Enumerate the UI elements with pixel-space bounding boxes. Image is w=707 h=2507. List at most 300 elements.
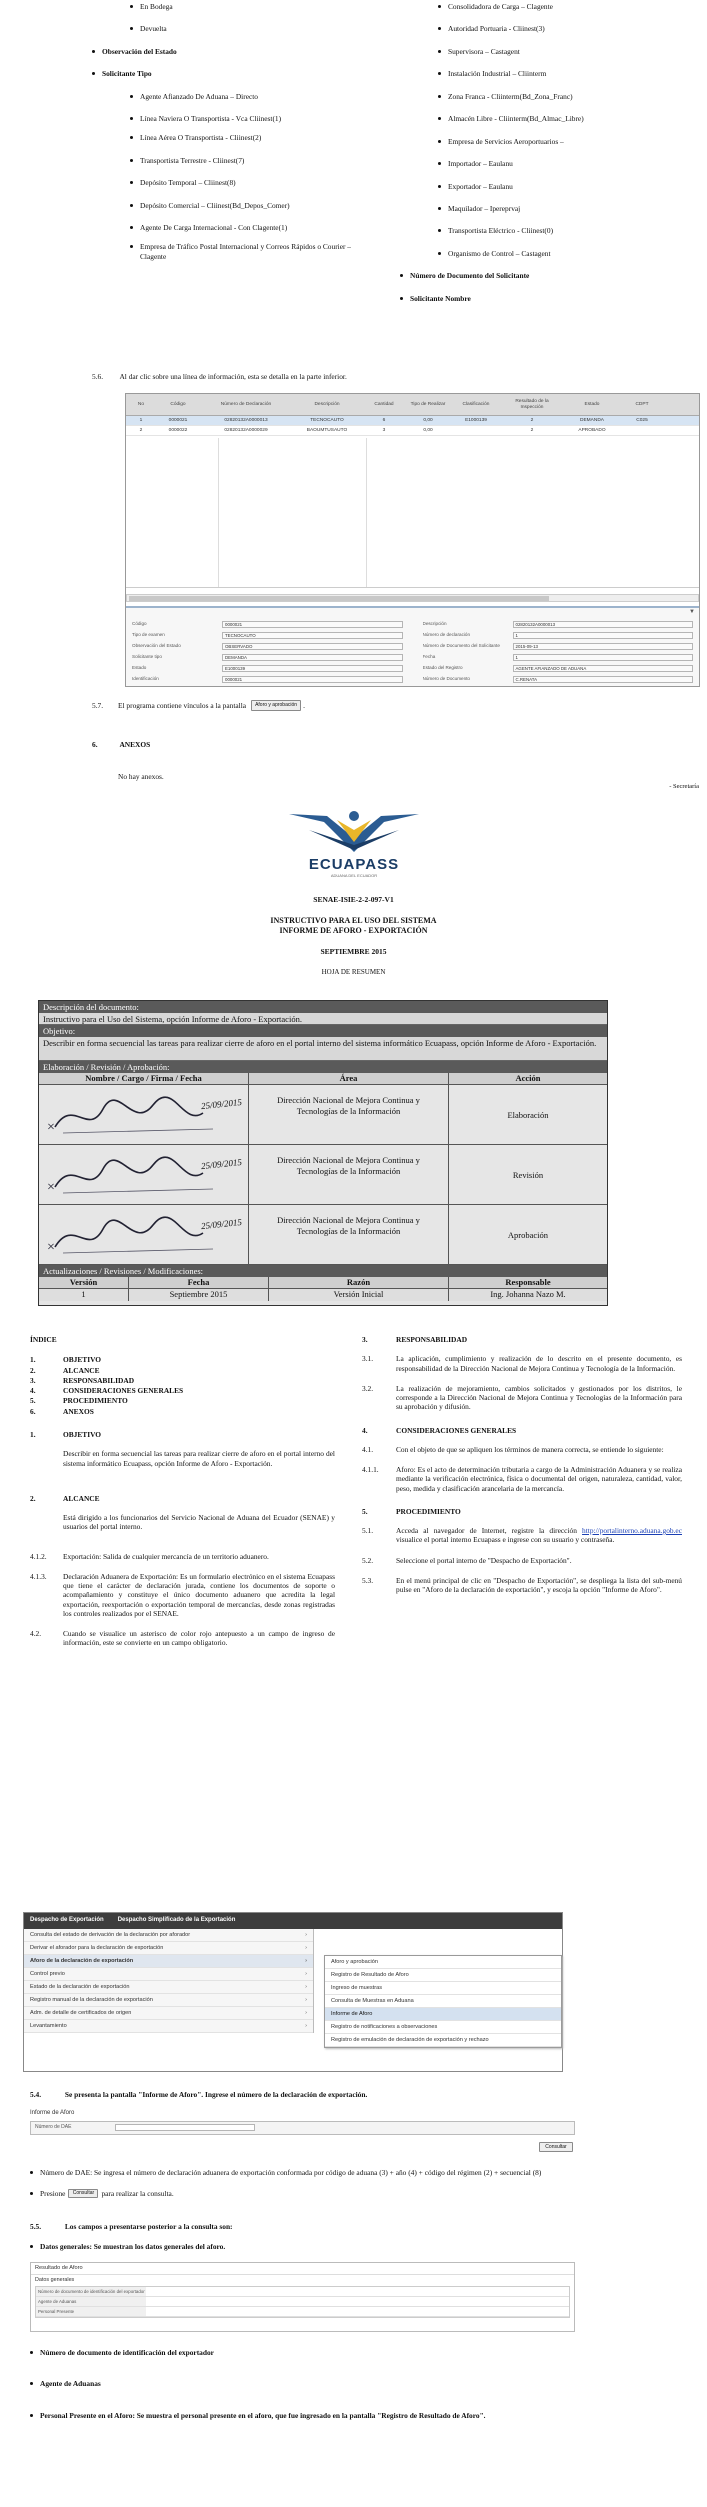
- list-item: Maquilador – Ipereprvaj: [438, 204, 700, 213]
- para-text: Declaración Aduanera de Exportación: Es un formulario electrónico en el sistema Ecuapass que tiene el carácter de declaración jurada, contiene los documentos de soporte o acompañamiento y constituye el único documento aduanero que acredita la legal exportación, reexportación o exportación temporal de mercancías, desde zonas registradas los controles realizados por el SENAE.: [63, 1571, 335, 1618]
- signature-date: 25/09/2015: [200, 1216, 243, 1232]
- indice-label: ANEXOS: [63, 1406, 94, 1416]
- procedimiento-heading: [362, 1507, 682, 1516]
- submenu-label: Registro manual de la declaración de exportación: [30, 1997, 153, 2003]
- indice-number: 1.: [30, 1355, 36, 1365]
- submenu-option[interactable]: Registro de emulación de declaración de exportación y rechazo: [325, 2034, 561, 2047]
- top-list-right: [400, 2, 700, 316]
- mod-responsable: Ing. Johanna Nazo M.: [490, 1289, 566, 1299]
- menu-screenshot: [23, 1912, 563, 2072]
- indice-item[interactable]: [30, 1366, 330, 1375]
- bullet-datos: [30, 2242, 670, 2251]
- submenu-label: Levantamiento: [30, 2023, 67, 2029]
- grid-cell: 3: [382, 427, 386, 433]
- list-item: Organismo de Control – Castagent: [438, 249, 700, 258]
- detail-value[interactable]: 02820132A0000013: [513, 621, 694, 628]
- form2-field[interactable]: [146, 2298, 569, 2305]
- objetivo-heading: [30, 1430, 335, 1439]
- step-text: Se presenta la pantalla "Informe de Aforo". Ingrese el número de la declaración de exportación.: [64, 2090, 368, 2099]
- submenu-item[interactable]: [24, 2020, 313, 2033]
- detail-label: Descripción: [422, 621, 447, 627]
- col-accion: Acción: [515, 1073, 541, 1083]
- detail-field: [132, 631, 403, 639]
- para-3-2: [362, 1384, 682, 1412]
- form2-field[interactable]: [146, 2288, 569, 2295]
- top-list-left: [92, 2, 352, 271]
- detail-value[interactable]: DEMANDA: [222, 654, 403, 661]
- detail-panel: [126, 606, 699, 686]
- submenu-item[interactable]: [24, 1955, 313, 1968]
- signature-cell: [39, 1085, 249, 1144]
- detail-value[interactable]: 0000021: [222, 621, 403, 628]
- portal-link[interactable]: http://portalinterno.aduana.gob.ec: [582, 1526, 682, 1535]
- logo-tagline: ADUANA DEL ECUADOR: [330, 873, 378, 879]
- detail-label: Código: [132, 621, 147, 627]
- submenu-label: Derivar el aforador para la declaración de exportación: [30, 1945, 164, 1951]
- detail-arrow: ▼: [689, 609, 695, 615]
- list-item: En Bodega: [130, 2, 352, 11]
- grid-screenshot: [125, 393, 700, 687]
- indice-label: RESPONSABILIDAD: [63, 1375, 135, 1385]
- submenu-item[interactable]: [24, 1929, 313, 1942]
- indice-item[interactable]: [30, 1396, 330, 1405]
- doc-title-2: INFORME DE AFORO - EXPORTACIÓN: [279, 926, 428, 936]
- form2-row: [36, 2307, 569, 2317]
- chevron-right-icon: ›: [305, 2023, 307, 2029]
- bullet-text: Número de documento de identificación del exportador: [40, 2348, 214, 2357]
- grid-row[interactable]: [126, 416, 699, 426]
- detail-label: Solicitante tipo: [132, 654, 162, 660]
- elab-cols: [39, 1073, 607, 1085]
- menu-bar: [24, 1913, 562, 1929]
- ecuapass-logo: [269, 800, 439, 880]
- resumen-table: [38, 1000, 608, 1306]
- obj-heading: Objetivo:: [39, 1025, 607, 1037]
- para-text: Cuando se visualice un asterisco de color rojo antepuesto a un campo de ingreso de información, este se convierte en un campo obligatorio.: [63, 1629, 335, 1648]
- submenu-option[interactable]: Registro de Resultado de Aforo: [325, 1969, 561, 1982]
- grid-column-header[interactable]: Tipo de Realizar: [410, 401, 446, 407]
- elab-heading: Elaboración / Revisión / Aprobación:: [39, 1061, 607, 1073]
- signature-date: 25/09/2015: [200, 1156, 243, 1172]
- objetivo-text: Describir en forma secuencial las tareas para realizar cierre de aforo en el portal interno del sistema informático Ecuapass, opción Informe de Aforo - Exportación.: [63, 1449, 335, 1468]
- form2-label: Personal Presente: [36, 2307, 146, 2316]
- detail-value[interactable]: TECNOCAUTO: [222, 632, 403, 639]
- area-cell: Dirección Nacional de Mejora Continua y Tecnologías de la Información: [249, 1145, 449, 1204]
- step-number: 5.5.: [30, 2222, 42, 2231]
- form-section: Datos generales: [35, 2276, 75, 2283]
- detail-value[interactable]: OBSERVADO: [222, 643, 403, 650]
- bullet-text: para realizar la consulta.: [101, 2189, 174, 2199]
- para-4-1-3: [30, 1572, 335, 1618]
- list-item: Transportista Eléctrico - Cliinest(0): [438, 226, 700, 235]
- bullet-text: Personal Presente en el Aforo: Se muestra el personal presente en el aforo, que fue ingresado en la pantalla "Registro de Resultado de Aforo".: [40, 2410, 486, 2420]
- accion-cell: Elaboración: [507, 1110, 549, 1120]
- col-responsable: Responsable: [505, 1277, 551, 1287]
- section-title: PROCEDIMIENTO: [396, 1506, 461, 1516]
- list-item: Línea Naviera O Transportista - Vca Cliinest(1): [130, 114, 352, 123]
- doc-summary: HOJA DE RESUMEN: [321, 967, 386, 976]
- para-number: 4.1.: [362, 1444, 374, 1454]
- obj-text: Describir en forma secuencial las tareas para realizar cierre de aforo en el portal interno del sistema informático Ecuapass, opción Informe de Aforo - Exportación.: [39, 1037, 607, 1061]
- svg-text:×: ×: [47, 1240, 55, 1255]
- anexos-text: No hay anexos.: [118, 772, 164, 781]
- grid-column-header[interactable]: Resultado de la Inspección: [515, 398, 549, 410]
- grid-row[interactable]: [126, 426, 699, 436]
- indice-number: 5.: [30, 1396, 36, 1406]
- svg-text:×: ×: [47, 1120, 55, 1135]
- grid-cell: DEMANDA: [580, 417, 604, 423]
- submenu-option[interactable]: Informe de Aforo: [325, 2008, 561, 2021]
- col-name: Nombre / Cargo / Firma / Fecha: [39, 1073, 249, 1084]
- submenu-option[interactable]: Ingreso de muestras: [325, 1982, 561, 1995]
- bullet-item: [30, 2379, 680, 2388]
- signature-icon: [43, 1087, 243, 1143]
- step-text: El programa contiene vínculos a la pantalla: [118, 700, 247, 710]
- grid-cell: 02820132A0000029: [224, 427, 268, 433]
- grid-column-header[interactable]: Clasificación: [462, 401, 490, 407]
- bullet-text: Número de DAE: Se ingresa el número de declaración aduanera de exportación conformada por código de aduana (3) + año (4) + código del régimen (2) + secuencial (8): [40, 2168, 542, 2177]
- detail-value[interactable]: 1: [513, 654, 694, 661]
- submenu-options: [324, 1955, 562, 2048]
- dae-label: Número de DAE: [35, 2124, 72, 2131]
- informe-aforo-form: [30, 2110, 575, 2158]
- list-item: Exportador – Eaulanu: [438, 182, 700, 191]
- detail-label: Número de Documento del Solicitante: [422, 643, 500, 649]
- detail-label: Observación del Estado: [132, 643, 181, 649]
- left-column: [30, 1430, 335, 1648]
- chevron-right-icon: ›: [305, 1971, 307, 1977]
- para-text: La aplicación, cumplimiento y realización de lo descrito en el presente documento, es responsabilidad de la Dirección Nacional de Mejora Continua y Tecnología de la Información.: [396, 1354, 682, 1373]
- aforo-aprobacion-button[interactable]: Aforo y aprobación: [251, 700, 301, 711]
- list-item: Depósito Temporal – Cliinest(8): [130, 178, 352, 187]
- step-5-4: [30, 2090, 690, 2099]
- detail-value[interactable]: 2015-09-13: [513, 643, 694, 650]
- section-title: OBJETIVO: [63, 1430, 102, 1439]
- detail-field: [132, 664, 403, 672]
- grid-cell: 2: [530, 427, 534, 433]
- detail-field: [132, 653, 403, 661]
- grid-column-header[interactable]: Descripción: [314, 401, 340, 407]
- detail-label: Estado: [132, 665, 147, 671]
- list-item: Consolidadora de Carga – Clagente: [438, 2, 700, 11]
- desc-text: Instructivo para el Uso del Sistema, opción Informe de Aforo - Exportación.: [39, 1013, 607, 1025]
- area-cell: Dirección Nacional de Mejora Continua y Tecnologías de la Información: [249, 1085, 449, 1144]
- indice-number: 4.: [30, 1386, 36, 1395]
- section-number: 2.: [30, 1493, 36, 1503]
- section-title: RESPONSABILIDAD: [396, 1335, 468, 1344]
- grid-cell: 2: [139, 427, 143, 433]
- horizontal-scrollbar[interactable]: [126, 594, 699, 602]
- datos-bullet: [30, 2242, 670, 2251]
- section-number: 5.: [362, 1506, 368, 1516]
- section-title: ALCANCE: [63, 1493, 100, 1503]
- doc-date: SEPTIEMBRE 2015: [320, 947, 387, 957]
- elab-row: [39, 1145, 607, 1205]
- form2-rows: [35, 2286, 570, 2318]
- detail-field: [423, 642, 694, 650]
- detail-field: [423, 631, 694, 639]
- indice-label: CONSIDERACIONES GENERALES: [63, 1386, 184, 1395]
- desc-heading: Descripción del documento:: [39, 1001, 607, 1013]
- list-item: Supervisora – Castagent: [438, 47, 700, 56]
- indice-label: PROCEDIMIENTO: [63, 1396, 128, 1406]
- grid-cell: 0,00: [423, 417, 433, 423]
- detail-label: Estado del Registro: [422, 665, 463, 671]
- list-item: Número de Documento del Solicitante: [400, 271, 700, 280]
- signature-cell: [39, 1145, 249, 1204]
- para-text: Con el objeto de que se apliquen los términos de manera correcta, se entiende lo siguiente:: [396, 1444, 664, 1454]
- signature-date: 25/09/2015: [200, 1096, 243, 1112]
- indice-title: ÍNDICE: [30, 1335, 57, 1344]
- para-text: En el menú principal de clic en "Despacho de Exportación", se despliega la lista del sub-menú pulse en "Aforo de la declaración de exportación", y escoja la opción "Informe de Aforo".: [396, 1575, 682, 1594]
- menu-despacho-simplificado[interactable]: Despacho Simplificado de la Exportación: [117, 1917, 236, 1924]
- bullet-item: [30, 2411, 680, 2420]
- grid-cell: BAOUMTUSAUTO: [306, 427, 348, 433]
- para-4-1-2: [30, 1552, 335, 1561]
- para-number: 5.3.: [362, 1575, 374, 1585]
- mod-row: [39, 1289, 607, 1301]
- para-text: La realización de mejoramiento, cambios solicitados y gestionados por los distritos, le corresponde a la Dirección Nacional de Mejora Continua y Tecnologías de la Información para su aprobación y difusión.: [396, 1383, 682, 1412]
- step-5-6: [92, 372, 692, 381]
- anexos-heading: [92, 740, 150, 749]
- detail-field: [423, 620, 694, 628]
- elab-rows: [39, 1085, 607, 1265]
- grid-column-header[interactable]: Código: [170, 401, 186, 407]
- list-item: Instalación Industrial – Cliinterm: [438, 69, 700, 78]
- detail-value[interactable]: AGENTE AFIANZADO DE ADUANA: [513, 665, 694, 672]
- detail-field: [423, 653, 694, 661]
- indice-number: 2.: [30, 1365, 36, 1375]
- list-item: Depósito Comercial – Cliinest(Bd_Depos_Comer): [130, 201, 352, 210]
- doc-header: [100, 895, 607, 977]
- para-text: Aforo: Es el acto de determinación tributaria a cargo de la Administración Aduanera y se realiza mediante la verificación electrónica, física o documental del origen, naturaleza, cantidad, valor, peso, medida y clasificación arancelaria de la mercancía.: [396, 1465, 682, 1493]
- list-item: Agente De Carga Internacional - Con Clagente(1): [130, 223, 352, 232]
- consultar-button-inline[interactable]: Consultar: [68, 2189, 98, 2198]
- menu-despacho-exportacion[interactable]: Despacho de Exportación: [30, 1917, 104, 1924]
- doc-code: SENAE-ISIE-2-2-097-V1: [313, 895, 394, 904]
- mod-cols: [39, 1277, 607, 1289]
- alcance-heading: [30, 1494, 335, 1503]
- grid-cell: 6: [382, 417, 386, 423]
- grid-cell: 2: [530, 417, 534, 423]
- submenu-option[interactable]: Aforo y aprobación: [325, 1956, 561, 1969]
- chevron-right-icon: ›: [305, 1984, 307, 1990]
- submenu-label: Adm. de detalle de certificados de origen: [30, 2010, 132, 2016]
- list-item: Solicitante Tipo: [92, 69, 352, 78]
- section-number: 6.: [92, 740, 98, 749]
- mod-heading: Actualizaciones / Revisiones / Modificaciones:: [39, 1265, 607, 1277]
- grid-cell: 02820132A0000013: [224, 417, 268, 423]
- col-razon: Razón: [269, 1277, 449, 1288]
- bullet-text: Presione: [40, 2189, 66, 2199]
- step-text: Los campos a presentarse posterior a la consulta son:: [64, 2222, 233, 2231]
- indice-item[interactable]: [30, 1407, 330, 1416]
- submenu-item[interactable]: [24, 1981, 313, 1994]
- col-area: Área: [249, 1073, 449, 1084]
- para-3-1: [362, 1354, 682, 1373]
- dae-bullets: [30, 2168, 670, 2199]
- grid-column-header[interactable]: Cantidad: [374, 401, 394, 407]
- bullet-text: Datos generales: Se muestran los datos generales del aforo.: [40, 2242, 226, 2251]
- grid-cell: 0000021: [168, 417, 188, 423]
- submenu-label: Aforo de la declaración de exportación: [30, 1958, 134, 1964]
- para-5-2: [362, 1556, 682, 1565]
- para-number: 3.2.: [362, 1383, 374, 1393]
- bullet-dae: [30, 2168, 670, 2177]
- para-4-1-1: [362, 1465, 682, 1493]
- detail-value[interactable]: C.RENATA: [513, 676, 694, 683]
- form2-field[interactable]: [146, 2308, 569, 2315]
- grid-cell: TECNOCAUTO: [310, 417, 344, 423]
- detail-label: Identificación: [132, 676, 159, 682]
- consideraciones-heading: [362, 1426, 682, 1435]
- indice: [30, 1335, 330, 1417]
- para-text: Acceda al navegador de Internet, registre la dirección: [396, 1526, 577, 1535]
- grid-column-header[interactable]: Número de Declaración: [220, 401, 272, 407]
- submenu-item[interactable]: [24, 1994, 313, 2007]
- accion-cell: Aprobación: [507, 1230, 549, 1240]
- chevron-right-icon: ›: [305, 2010, 307, 2016]
- dae-input[interactable]: [115, 2124, 255, 2131]
- grid-cell: 0,00: [423, 427, 433, 433]
- col-fecha: Fecha: [129, 1277, 269, 1288]
- form-title: Informe de Aforo: [30, 2110, 75, 2116]
- step-number: 5.7.: [92, 700, 104, 710]
- section-title: ANEXOS: [119, 740, 151, 749]
- list-item: Transportista Terrestre - Cliinest(7): [130, 156, 352, 165]
- doc-title-1: INSTRUCTIVO PARA EL USO DEL SISTEMA: [270, 916, 437, 926]
- signature-icon: [43, 1207, 243, 1263]
- form2-row: [36, 2287, 569, 2297]
- para-number: 4.1.2.: [30, 1551, 47, 1561]
- para-text: Exportación: Salida de cualquier mercancía de un territorio aduanero.: [63, 1551, 269, 1561]
- submenu-item[interactable]: [24, 2007, 313, 2020]
- grid-empty-area: [126, 438, 699, 588]
- grid-column-header[interactable]: Estado: [584, 401, 600, 407]
- grid-rows: [126, 416, 699, 436]
- list-item: Zona Franca - Cliinterm(Bd_Zona_Franc): [438, 92, 700, 101]
- form-row: [30, 2121, 575, 2135]
- area-cell: Dirección Nacional de Mejora Continua y Tecnologías de la Información: [249, 1205, 449, 1264]
- submenu-label: Control previo: [30, 1971, 65, 1977]
- chevron-right-icon: ›: [305, 1997, 307, 2003]
- detail-value[interactable]: E1000139: [222, 665, 403, 672]
- detail-label: Tipo de examen: [132, 632, 165, 638]
- grid-column-header[interactable]: No: [137, 401, 145, 407]
- consultar-button[interactable]: Consultar: [539, 2142, 573, 2152]
- step-text: Al dar clic sobre una línea de información, esta se detalla en la parte inferior.: [119, 372, 347, 381]
- signature-icon: [43, 1147, 243, 1203]
- list-item: Empresa de Servicios Aeroportuarios –: [438, 137, 700, 146]
- detail-label: Número de declaración: [422, 632, 470, 638]
- bullet-text: Agente de Aduanas: [40, 2379, 101, 2389]
- detail-fields: [132, 620, 693, 683]
- secretaria-label: - Secretaría: [669, 783, 699, 790]
- submenu-item[interactable]: [24, 1968, 313, 1981]
- list-item: Devuelta: [130, 24, 352, 33]
- detail-field: [423, 664, 694, 672]
- bullet-presione: [30, 2189, 670, 2198]
- para-4-2: [30, 1629, 335, 1648]
- para-4-1: [362, 1445, 682, 1454]
- step-number: 5.6.: [92, 372, 104, 381]
- submenu-item[interactable]: [24, 1942, 313, 1955]
- elab-row: [39, 1205, 607, 1265]
- grid-cell: APROBADO: [578, 427, 606, 433]
- indice-label: ALCANCE: [63, 1365, 100, 1375]
- submenu-label: Estado de la declaración de exportación: [30, 1984, 130, 1990]
- accion-cell: Revisión: [512, 1170, 544, 1180]
- indice-item[interactable]: [30, 1376, 330, 1385]
- indice-item[interactable]: [30, 1386, 330, 1395]
- para-text-cont: visualice el portal interno Ecuapass e ingrese con su usuario y contraseña.: [396, 1535, 615, 1545]
- list-item: Agente Afianzado De Aduana – Directo: [130, 92, 352, 101]
- indice-items: [30, 1355, 330, 1416]
- list-item: Solicitante Nombre: [400, 294, 700, 303]
- step-number: 5.4.: [30, 2090, 42, 2099]
- detail-value[interactable]: 0000021: [222, 676, 403, 683]
- grid-cell: 0000022: [168, 427, 188, 433]
- section-number: 4.: [362, 1425, 368, 1435]
- chevron-right-icon: ›: [305, 1932, 307, 1938]
- chevron-right-icon: ›: [305, 1945, 307, 1951]
- list-item: Línea Aérea O Transportista - Cliinest(2): [130, 133, 352, 142]
- bullet-item: [30, 2348, 680, 2357]
- indice-number: 6.: [30, 1406, 36, 1416]
- list-item: Empresa de Tráfico Postal Internacional y Correos Rápidos o Courier – Clagente: [130, 242, 352, 261]
- grid-cell: 1: [139, 417, 143, 423]
- svg-text:×: ×: [47, 1180, 55, 1195]
- logo-name: ECUAPASS: [308, 856, 400, 874]
- alcance-text: Está dirigido a los funcionarios del Servicio Nacional de Aduana del Ecuador (SENAE) y usuarios del portal interno.: [63, 1513, 335, 1532]
- detail-field: [132, 675, 403, 683]
- chevron-right-icon: ›: [305, 1958, 307, 1964]
- indice-number: 3.: [30, 1375, 36, 1385]
- list-item: Importador – Eaulanu: [438, 159, 700, 168]
- col-version: Versión: [39, 1277, 129, 1288]
- list-item: Almacén Libre - Cliinterm(Bd_Almac_Libre): [438, 114, 700, 123]
- para-number: 4.2.: [30, 1629, 42, 1638]
- para-number: 4.1.3.: [30, 1571, 47, 1581]
- submenu-option[interactable]: Registro de notificaciones a observaciones: [325, 2021, 561, 2034]
- grid-header: [126, 394, 699, 416]
- signature-cell: [39, 1205, 249, 1264]
- condor-icon: [269, 800, 439, 855]
- detail-value[interactable]: 1: [513, 632, 694, 639]
- para-number: 3.1.: [362, 1354, 374, 1364]
- submenu-list: [24, 1929, 314, 2033]
- para-number: 5.2.: [362, 1555, 374, 1565]
- para-text: Seleccione el portal interno de "Despacho de Exportación".: [396, 1555, 572, 1565]
- submenu-option[interactable]: Consulta de Muestras en Aduana: [325, 1995, 561, 2008]
- detail-field: [132, 642, 403, 650]
- list-item: Observación del Estado: [92, 47, 352, 56]
- section-number: 3.: [362, 1335, 368, 1344]
- list-item: Autoridad Portuaria - Cliinest(3): [438, 24, 700, 33]
- para-number: 5.1.: [362, 1526, 374, 1535]
- section-number: 1.: [30, 1430, 36, 1439]
- form2-label: Número de documento de identificación del exportador: [38, 2288, 145, 2294]
- section-title: CONSIDERACIONES GENERALES: [396, 1425, 517, 1435]
- para-5-3: [362, 1576, 682, 1595]
- grid-column-header[interactable]: CDPT: [635, 401, 649, 407]
- form2-label: Agente de Aduanas: [36, 2297, 146, 2306]
- responsabilidad-heading: [362, 1335, 682, 1344]
- grid-cell: E1000139: [465, 417, 487, 423]
- mod-razon: Versión Inicial: [269, 1289, 449, 1301]
- step-5-7: 5.7. El programa contiene vínculos a la pantalla Aforo y aprobación .: [92, 700, 305, 710]
- indice-item[interactable]: [30, 1355, 330, 1364]
